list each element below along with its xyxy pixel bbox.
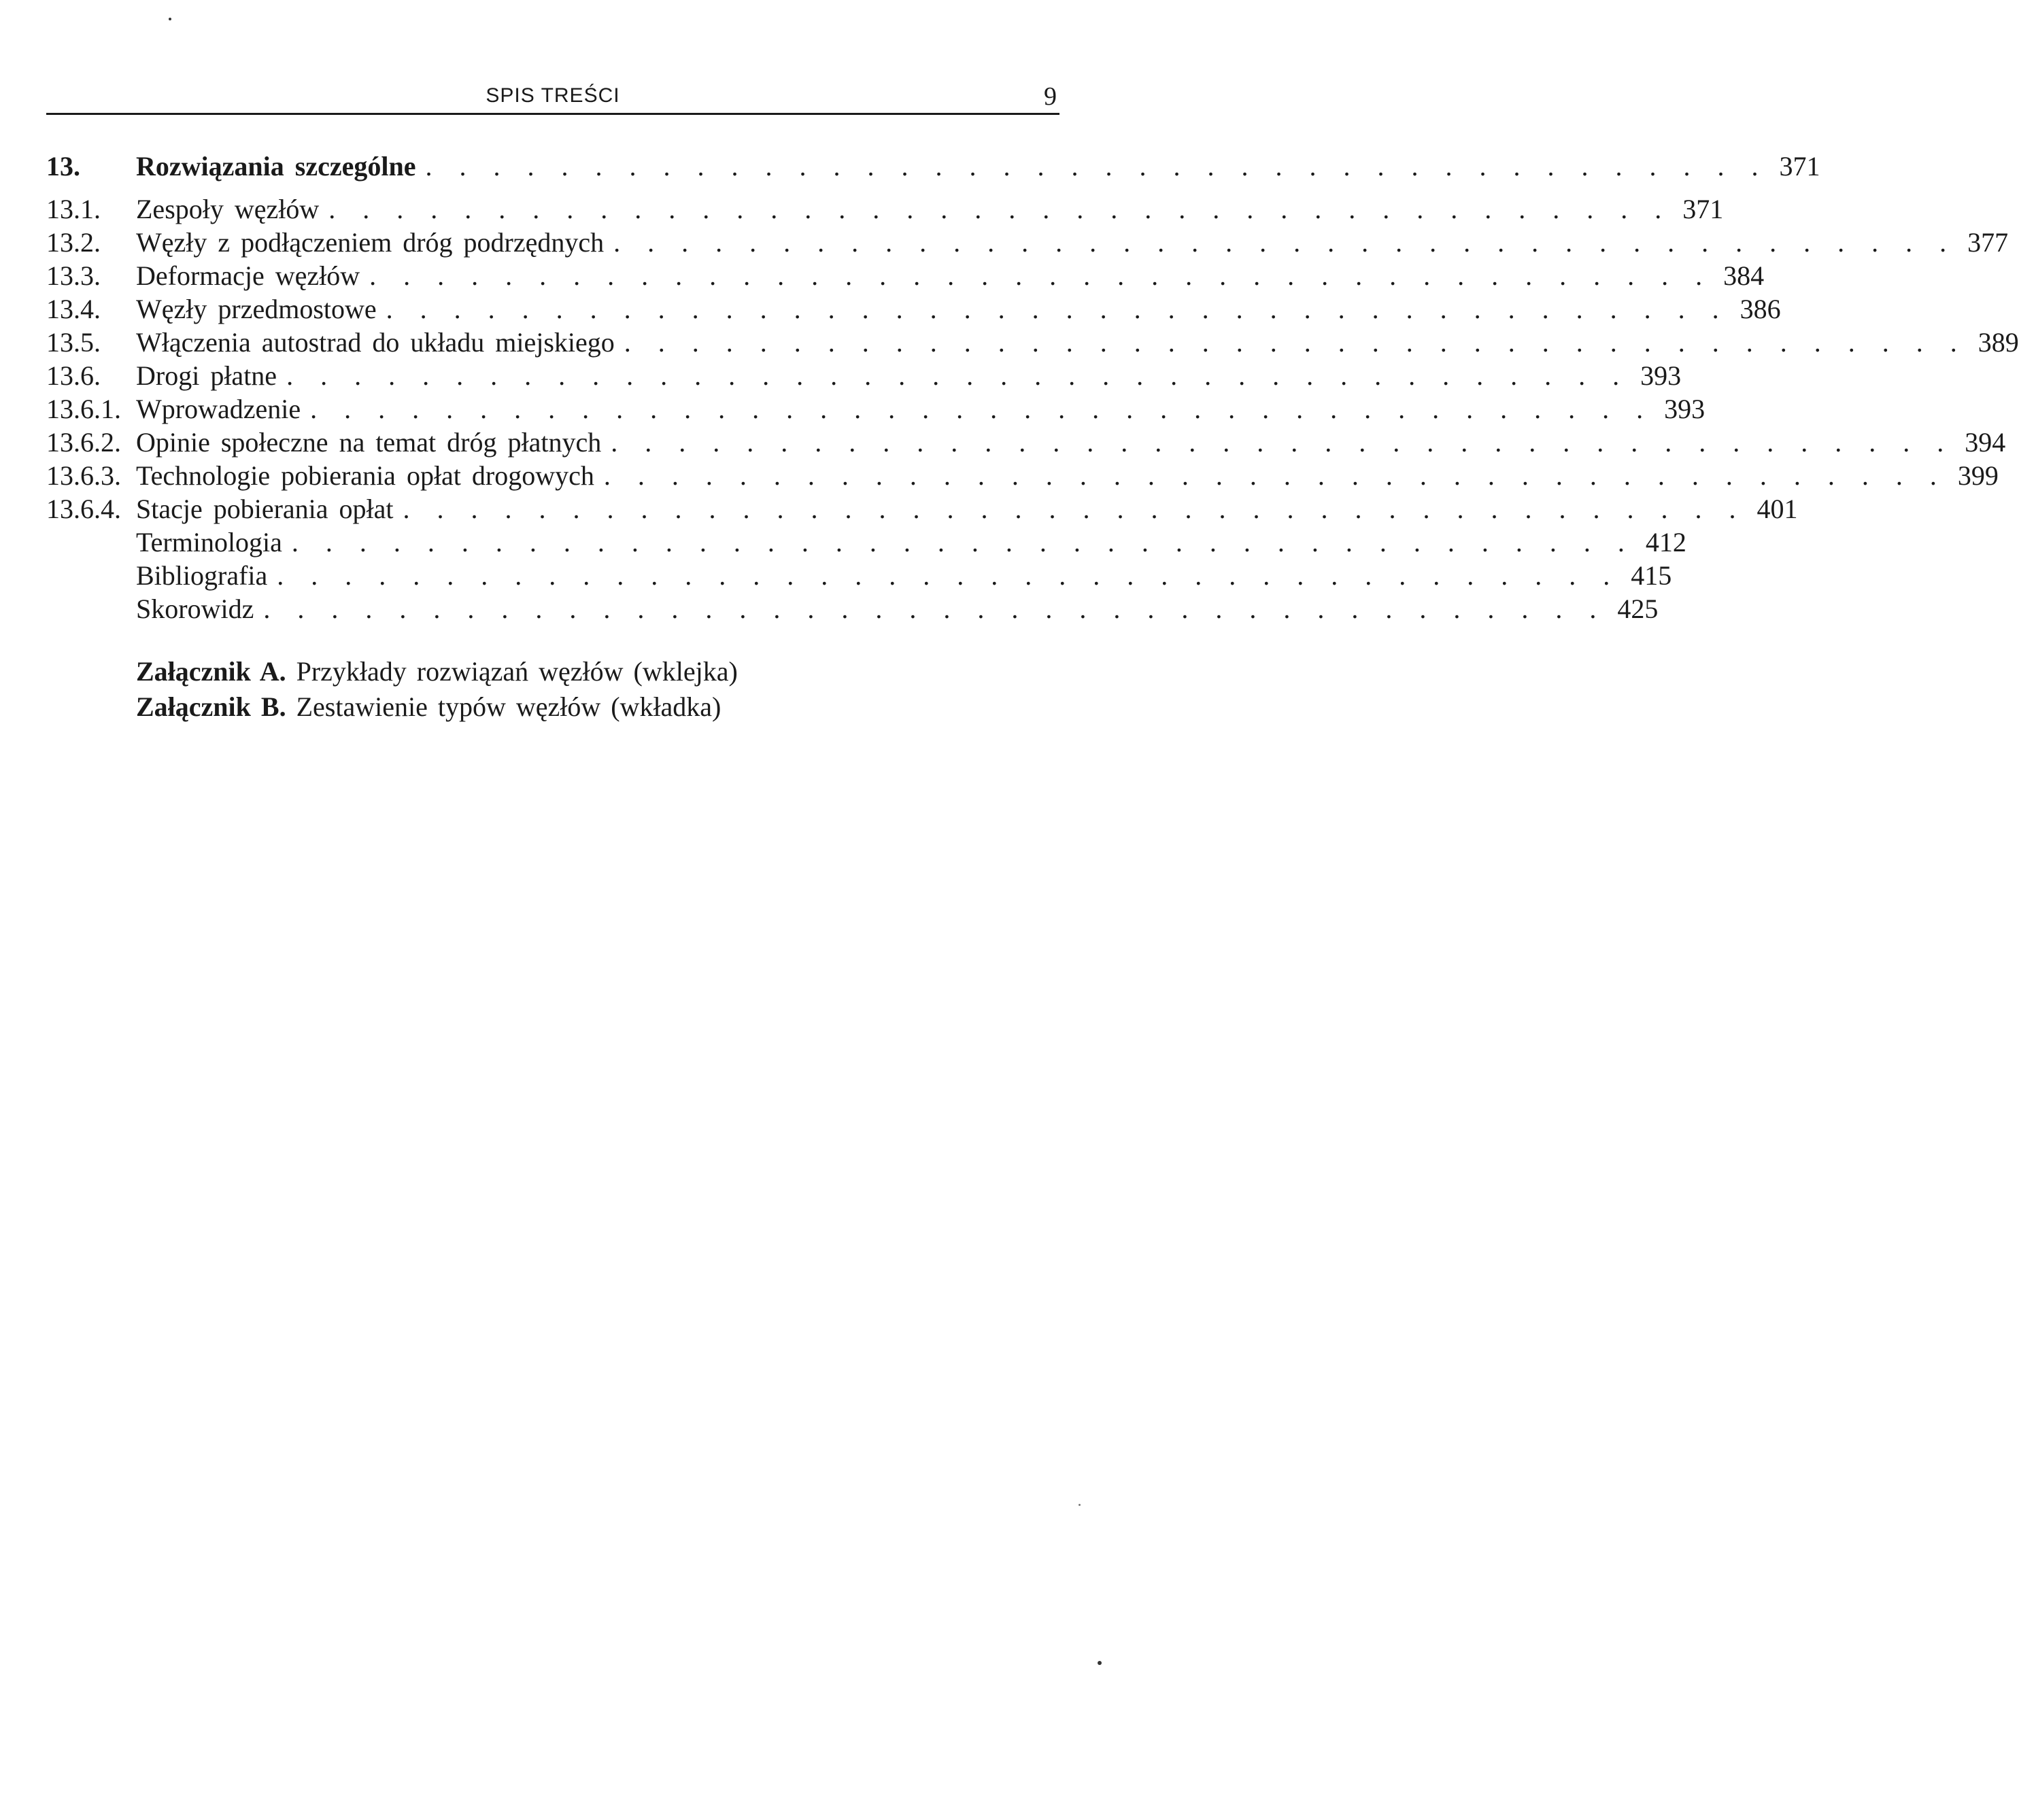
toc-page: 425 [1617,594,1659,624]
toc-leader: . . . . . . . . . . . . . . . . . . . . . . . . . . . . . . . . . . . . . . . . [310,394,1654,424]
toc-number: 13.4. [46,294,101,324]
toc-number: 13.3. [46,260,101,291]
toc-leader: . . . . . . . . . . . . . . . . . . . . . . . . . . . . . . . . . . . . . . . . [277,560,1621,591]
appendix-text: Zestawienie typów węzłów (wkładka) [296,691,722,722]
toc-row [46,492,1798,526]
toc-row [46,592,1659,625]
toc-number: 13.6.1. [46,394,121,424]
toc-page: 384 [1723,260,1765,291]
toc-leader: . . . . . . . . . . . . . . . . . . . . . . . . . . . . . . . . . . . . . . . . [403,494,1746,524]
toc-page: 394 [1965,427,2006,458]
toc-row [46,226,2009,259]
scan-speck [1079,1504,1081,1506]
toc-title: Technologie pobierania opłat drogowych [136,460,594,491]
toc-row [46,259,1765,292]
toc-page: 371 [1682,194,1724,224]
toc-leader: . . . . . . . . . . . . . . . . . . . . . . . . . . . . . . . . . . . . . . . . [613,227,1957,258]
toc-title: Węzły z podłączeniem dróg podrzędnych [136,227,605,258]
toc-row [46,526,1686,559]
page-number: 9 [1044,82,1057,111]
toc-page: 393 [1664,394,1706,424]
page-header [46,80,1059,115]
toc-leader: . . . . . . . . . . . . . . . . . . . . . . . . . . . . . . . . . . . . . . . . [624,327,1967,358]
toc-page: 399 [1957,460,1999,491]
toc-leader: . . . . . . . . . . . . . . . . . . . . . . . . . . . . . . . . . . . . . . . . [425,151,1769,182]
toc-leader: . . . . . . . . . . . . . . . . . . . . . . . . . . . . . . . . . . . . . . . . [611,427,1954,458]
toc-number: 13. [46,151,80,182]
toc-leader: . . . . . . . . . . . . . . . . . . . . . . . . . . . . . . . . . . . . . . . . [328,194,1672,224]
toc-row [46,559,1672,592]
toc-title: Opinie społeczne na temat dróg płatnych [136,427,602,458]
toc-title: Wprowadzenie [136,394,301,424]
appendix-label: Załącznik A. [136,656,286,687]
appendix-a [136,654,738,689]
toc-row [46,459,1999,492]
toc-page: 412 [1645,527,1686,557]
toc-title: Stacje pobierania opłat [136,494,394,524]
toc-number: 13.2. [46,227,101,258]
toc-page: 415 [1631,560,1672,591]
toc-title: Rozwiązania szczególne [136,151,416,182]
toc-number: 13.1. [46,194,101,224]
appendix-text: Przykłady rozwiązań węzłów (wklejka) [296,656,738,687]
toc-number: 13.5. [46,327,101,358]
toc-row [46,392,1706,426]
toc-page: 386 [1740,294,1781,324]
toc-page: 371 [1779,151,1820,182]
toc-chapter-row [46,150,1820,183]
toc-title: Zespoły węzłów [136,194,320,224]
toc-page: 389 [1978,327,2019,358]
toc-leader: . . . . . . . . . . . . . . . . . . . . . . . . . . . . . . . . . . . . . . . . [286,360,1630,391]
toc-leader: . . . . . . . . . . . . . . . . . . . . . . . . . . . . . . . . . . . . . . . . [263,594,1607,624]
toc-leader: . . . . . . . . . . . . . . . . . . . . . . . . . . . . . . . . . . . . . . . . [386,294,1729,324]
toc-number: 13.6. [46,360,101,391]
toc-row [46,192,1724,226]
toc-title: Skorowidz [136,594,254,624]
toc-number: 13.6.3. [46,460,121,491]
toc-title: Deformacje węzłów [136,260,360,291]
appendix-b [136,689,738,725]
scan-speck [169,18,171,20]
toc-row [46,359,1682,392]
toc-number: 13.6.4. [46,494,121,524]
toc-title: Drogi płatne [136,360,277,391]
table-of-contents [46,150,2019,625]
toc-page: 377 [1967,227,2009,258]
toc-row [46,326,2019,359]
toc-leader: . . . . . . . . . . . . . . . . . . . . . . . . . . . . . . . . . . . . . . . . [291,527,1635,557]
appendix-list [136,654,738,725]
running-title: SPIS TREŚCI [486,84,620,107]
toc-number: 13.6.2. [46,427,121,458]
appendix-label: Załącznik B. [136,691,286,722]
toc-title: Włączenia autostrad do układu miejskiego [136,327,615,358]
toc-leader: . . . . . . . . . . . . . . . . . . . . . . . . . . . . . . . . . . . . . . . . [603,460,1947,491]
toc-page: 401 [1757,494,1798,524]
toc-page: 393 [1640,360,1682,391]
toc-title: Bibliografia [136,560,268,591]
toc-title: Terminologia [136,527,282,557]
toc-leader: . . . . . . . . . . . . . . . . . . . . . . . . . . . . . . . . . . . . . . . . [369,260,1713,291]
toc-row [46,426,2006,459]
toc-row [46,292,1781,326]
toc-title: Węzły przedmostowe [136,294,377,324]
scan-speck [1098,1661,1102,1665]
